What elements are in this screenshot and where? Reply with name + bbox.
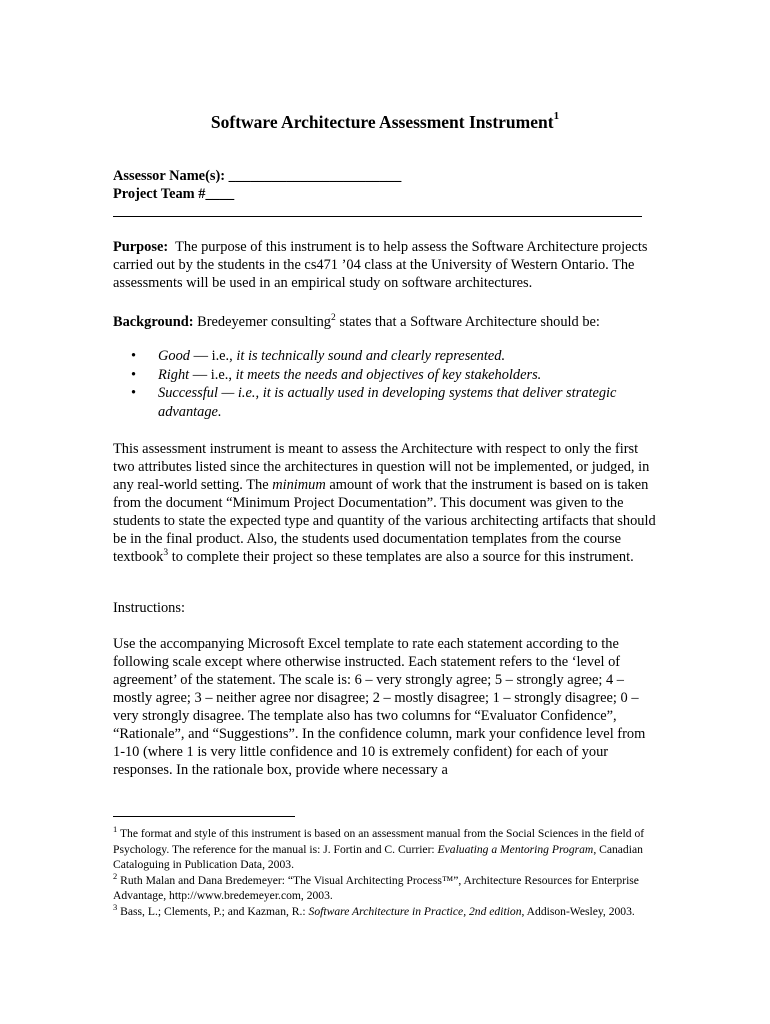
footnote-text-b: , Canadian Cataloguing in Publication Data, 2003.	[113, 842, 643, 872]
title-footnote-mark: 1	[553, 110, 560, 123]
assessment-text-b: amount of work that the instrument is based on is taken from the document “Minimum Project Documentation”. This document was given to the students to state the expected type and quantity of the various architecting artifacts that should be in the final product. Also, the students used documentation templates from the course textbook	[113, 477, 656, 565]
purpose-text: The purpose of this instrument is to help assess the Software Architecture projects carried out by the students in the cs471 ’04 class at the University of Western Ontario. The assessments will be used in an empirical study on software architectures.	[113, 239, 648, 291]
project-team-line: Project Team #____	[113, 186, 235, 202]
header-divider	[113, 216, 642, 217]
background-paragraph	[113, 313, 658, 331]
instructions-paragraph: Use the accompanying Microsoft Excel template to rate each statement according to the following scale except where otherwise instructed. Each statement refers to the ‘level of agreement’ of the statement. The scale is: 6 – very strongly agree; 5 – strongly agree; 4 – mostly agree; 3 – neither agree nor disagree; 2 – mostly disagree; 1 – strongly disagree; 0 – very strongly disagree. The template also has two columns for “Evaluator Confidence”, “Rationale”, and “Suggestions”. In the confidence column, mark your confidence level from 1-10 (where 1 is very little confidence and 10 is extremely confident) for each of your responses. In the rationale box, provide where necessary a	[113, 636, 646, 778]
list-item	[131, 384, 671, 421]
bullet-icon: •	[131, 385, 137, 401]
attribute-list	[131, 347, 671, 421]
bullet-sep: — i.e.,	[189, 348, 237, 364]
assessor-name-line: Assessor Name(s): ________________________	[113, 168, 402, 184]
bullet-sep: — i.e.,	[189, 366, 236, 383]
bullet-term: Successful — i.e., it is actually used in developing systems that deliver strategic advantage.	[158, 385, 617, 420]
footnotes	[113, 826, 658, 920]
assessment-emph: minimum	[272, 477, 326, 493]
footnote-number: 3	[113, 902, 118, 913]
footnote-text-a: The format and style of this instrument is based on an assessment manual from the Social Sciences in the field of Psychology. The reference for the manual is: J. Fortin and C. Currier:	[113, 827, 645, 856]
footnote	[113, 904, 658, 920]
list-item	[131, 347, 671, 366]
assessment-footnote-mark: 3	[163, 548, 169, 559]
background-text-a: Bredeyemer consulting	[197, 314, 331, 330]
bullet-icon: •	[131, 348, 137, 364]
footnote-number: 1	[113, 824, 118, 835]
assessment-text-c: to complete their project so these templates are also a source for this instrument.	[168, 549, 634, 565]
footnote-emph: Evaluating a Mentoring Program	[437, 842, 594, 856]
background-text-b: states that a Software Architecture should be:	[335, 314, 600, 330]
bullet-desc: it is technically sound and clearly represented.	[236, 348, 506, 364]
footnote-number: 2	[113, 870, 118, 881]
background-footnote-mark: 2	[331, 313, 336, 324]
purpose-label: Purpose:	[113, 239, 169, 255]
footnote-text-a: Bass, L.; Clements, P.; and Kazman, R.:	[120, 904, 309, 918]
bullet-term: Good	[158, 348, 190, 364]
footnote-divider	[113, 816, 295, 817]
assessment-paragraph	[113, 440, 658, 566]
footnote	[113, 826, 658, 873]
footnote-emph: Software Architecture in Practice, 2nd edition	[308, 904, 522, 918]
bullet-term: Right	[158, 366, 190, 383]
list-item	[131, 366, 671, 385]
background-label: Background:	[113, 314, 194, 330]
title-text: Software Architecture Assessment Instrument	[210, 112, 554, 132]
footnote-text-a: Ruth Malan and Dana Bredemeyer: “The Visual Architecting Process™”, Architecture Resources for Enterprise Advantage, http://www.bredemeyer.com, 2003.	[113, 873, 639, 903]
footnote-text-b: , Addison-Wesley, 2003.	[521, 904, 635, 918]
instructions-heading: Instructions:	[113, 600, 185, 616]
bullet-icon: •	[131, 366, 137, 383]
bullet-desc: it meets the needs and objectives of key stakeholders.	[235, 366, 542, 383]
page-title	[0, 112, 770, 133]
purpose-paragraph	[113, 238, 658, 292]
assessment-text-a: This assessment instrument is meant to assess the Architecture with respect to only the first two attributes listed since the architectures in question will not be implemented, or judged, in any real-world setting. The	[113, 441, 650, 493]
footnote	[113, 870, 658, 904]
